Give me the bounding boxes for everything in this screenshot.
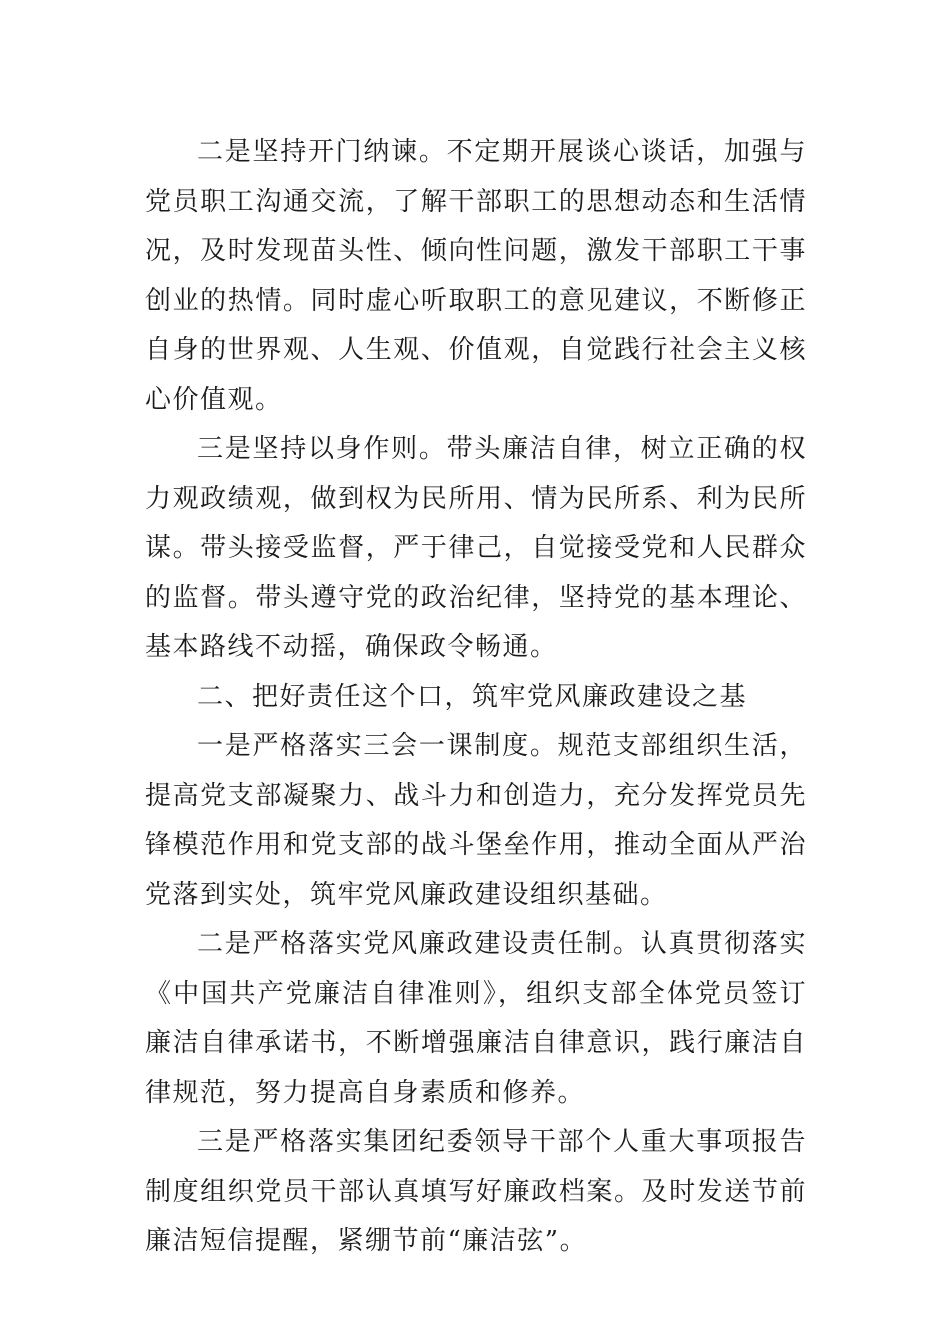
paragraph-three-meetings-one-lesson: 一是严格落实三会一课制度。规范支部组织生活，提高党支部凝聚力、战斗力和创造力，充分发挥党员先锋模范作用和党支部的战斗堡垒作用，推动全面从严治党落到实处，筑牢党风廉政建设组织基础。: [145, 731, 807, 910]
paragraph-lead-by-example: 三是坚持以身作则。带头廉洁自律，树立正确的权力观政绩观，做到权为民所用、情为民所系、利为民所谋。带头接受监督，严于律己，自觉接受党和人民群众的监督。带头遵守党的政治纪律，坚持党的基本理论、基本路线不动摇，确保政令畅通。: [145, 434, 807, 662]
section-heading-responsibility: 二、把好责任这个口，筑牢党风廉政建设之基: [197, 681, 748, 712]
document-body: [145, 128, 807, 1267]
paragraph-responsibility-system: 二是严格落实党风廉政建设责任制。认真贯彻落实《中国共产党廉洁自律准则》，组织支部全体党员签订廉洁自律承诺书，不断增强廉洁自律意识，践行廉洁自律规范，努力提高自身素质和修养。: [145, 929, 807, 1108]
paragraph-keep-open-to-advice: 二是坚持开门纳谏。不定期开展谈心谈话，加强与党员职工沟通交流，了解干部职工的思想动态和生活情况，及时发现苗头性、倾向性问题，激发干部职工干事创业的热情。同时虚心听取职工的意见建议，不断修正自身的世界观、人生观、价值观，自觉践行社会主义核心价值观。: [145, 137, 807, 415]
paragraph-major-matters-report: 三是严格落实集团纪委领导干部个人重大事项报告制度组织党员干部认真填写好廉政档案。及时发送节前廉洁短信提醒，紧绷节前“廉洁弦”。: [145, 1127, 807, 1256]
